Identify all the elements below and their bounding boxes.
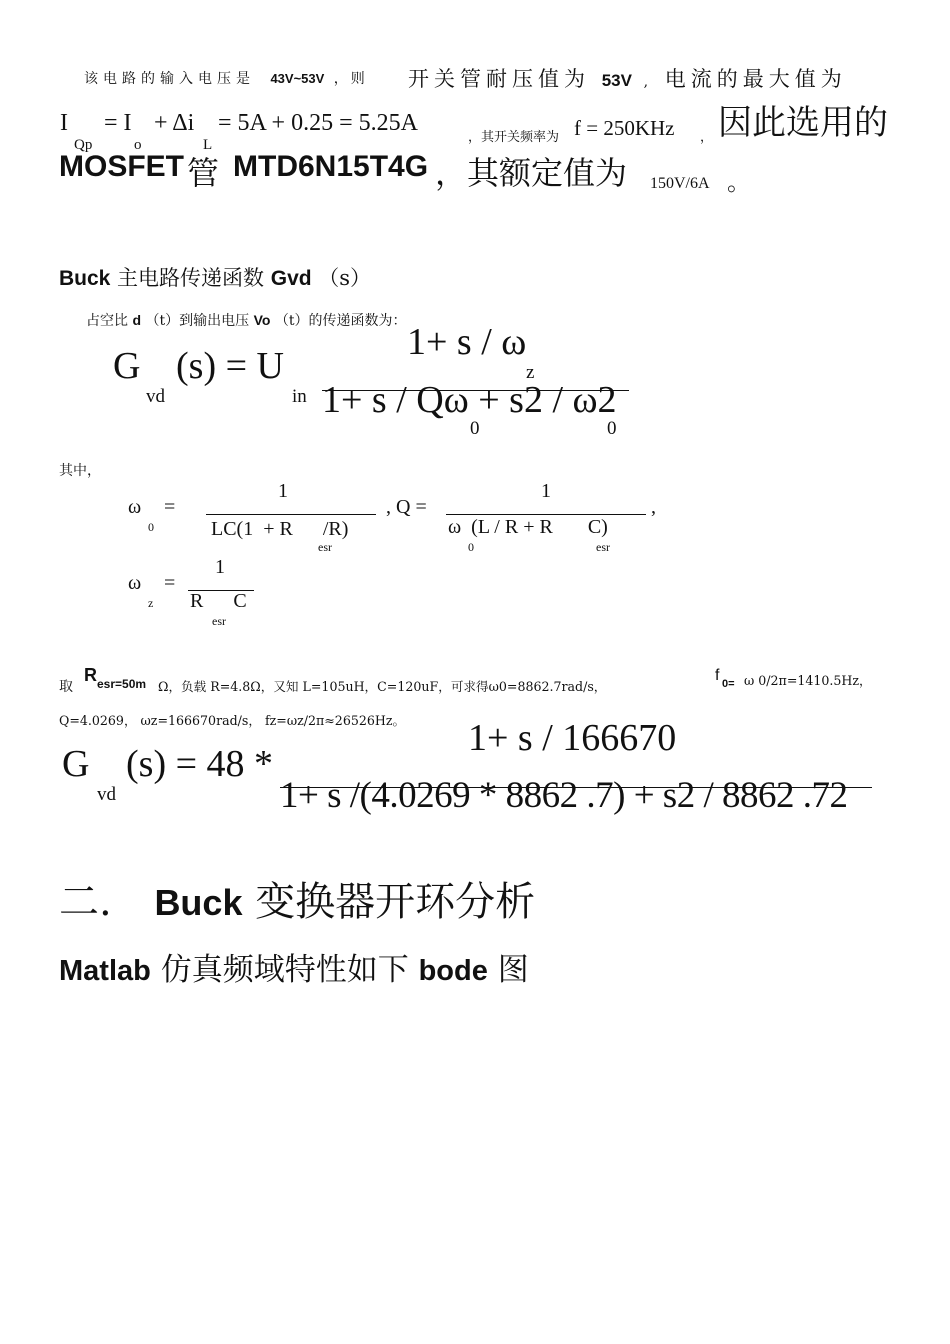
therefore-selected-text: 因此选用的 [718, 105, 888, 142]
switching-frequency: f = 250KHz [574, 116, 675, 140]
section-title: 主电路传递函数 [117, 266, 265, 290]
gvd-num-sub-z: z [526, 362, 535, 383]
omega0-fraction-bar [206, 514, 376, 515]
eq-Io: = I [104, 110, 132, 136]
f-symbol: f [715, 667, 720, 684]
part-number: MTD6N15T4G [233, 150, 429, 183]
s-label: （s） [318, 266, 372, 290]
omega0-sub: 0 [148, 520, 154, 534]
switch-voltage-value: 53V [601, 71, 632, 90]
gvd-label: Gvd [270, 267, 312, 290]
q-fraction-bar [446, 514, 646, 515]
freq-lead: ，其开关频率为 [468, 129, 560, 144]
comma: ， [700, 129, 714, 144]
heading2-buck: Buck [154, 882, 243, 923]
mosfet-rating: 150V/6A [650, 175, 710, 192]
R-symbol: R [84, 665, 97, 685]
heading3-bode: bode [418, 955, 488, 987]
heading3-tu: 图 [497, 952, 529, 988]
omega0-equals: = [164, 496, 176, 518]
omega0-denominator: LC(1 + R /R) [211, 518, 349, 540]
gvdn-mid: (s) = 48 * [126, 743, 274, 785]
q-den-sub-0: 0 [468, 540, 474, 554]
mosfet-label: MOSFET [59, 150, 184, 183]
eq-sub-o: o [134, 137, 142, 153]
intro-lead: 该电路的输入电压是 [84, 71, 255, 87]
gvd-den-sub-0a: 0 [470, 418, 480, 439]
omegaz-symbol: ω [128, 572, 142, 594]
gvd-sub-in: in [292, 386, 307, 407]
heading2-number: 二. [59, 879, 112, 925]
omega0-den-sub-esr: esr [318, 540, 332, 554]
transfer-description [86, 310, 407, 330]
gvd-numerator: 1+ s / ω [407, 321, 527, 363]
desc-d: d [132, 312, 142, 328]
intro-line [84, 68, 368, 88]
omega0-symbol: ω [128, 496, 142, 518]
params-line2: Q=4.0269， ωz=166670rad/s， fz=ωz/2π≈26526Hz。 [59, 713, 406, 728]
omegaz-numerator: 1 [215, 556, 225, 578]
switch-rating-line [408, 63, 847, 93]
q-lead: , Q = [386, 496, 427, 518]
gvdn-G: G [62, 743, 90, 785]
omegaz-den-sub-esr: esr [212, 614, 226, 628]
q-numerator: 1 [541, 480, 551, 502]
rated-text: ，其额定值为 [435, 154, 628, 192]
input-voltage-range: 43V~53V [270, 71, 325, 86]
eq-sub-Qp: Qp [74, 137, 93, 153]
period: 。 [727, 168, 751, 196]
desc-vo: Vo [253, 312, 271, 328]
desc-to-output: （t）到输出电压 [145, 313, 250, 329]
desc-duty: 占空比 [86, 313, 128, 329]
gvdn-numerator: 1+ s / 166670 [468, 717, 677, 759]
eq-rhs: = 5A + 0.25 = 5.25A [218, 110, 418, 136]
gvdn-sub-vd: vd [97, 784, 116, 805]
R-sub-esr: esr=50m [97, 677, 147, 691]
omega0-numerator: 1 [278, 480, 288, 502]
gvd-G: G [113, 345, 141, 387]
gvd-mid: (s) = U [176, 345, 284, 387]
omegaz-sub: z [148, 596, 154, 610]
omegaz-equals: = [164, 572, 176, 594]
gvd-denominator: 1+ s / Qω + s2 / ω2 [322, 379, 617, 421]
heading3-text: 仿真频域特性如下 [160, 952, 409, 988]
section-heading-transfer [59, 262, 371, 292]
section-heading-open-loop [59, 870, 535, 927]
trailing-comma: , [651, 496, 656, 518]
eq-sub-L: L [203, 137, 213, 153]
guan-text: 管 [187, 154, 220, 192]
gvd-sub-vd: vd [146, 386, 165, 407]
gvdn-denominator: 1+ s /(4.0269 * 8862 .7) + s2 / 8862 .72 [280, 775, 848, 816]
heading2-text: 变换器开环分析 [255, 879, 536, 925]
eq-I: I [60, 110, 68, 136]
params-line1-tail: ω 0/2π=1410.5Hz， [744, 673, 872, 688]
omegaz-denominator: R C [190, 590, 247, 612]
eq-delta-i: + Δi [154, 110, 195, 136]
matlab-bode-heading [59, 944, 529, 989]
gvd-den-sub-0b: 0 [607, 418, 617, 439]
heading3-matlab: Matlab [59, 955, 151, 987]
q-den-sub-esr: esr [596, 540, 610, 554]
then-text: ，则 [333, 71, 368, 87]
f-sub: 0= [722, 678, 735, 690]
params-line1: Ω，负载 R=4.8Ω，又知 L=105uH，C=120uF，可求得ω0=8862.7rad/s， [158, 679, 607, 694]
comma: , [643, 74, 654, 90]
take-text: 取 [59, 679, 73, 695]
q-denominator: ω (L / R + R C) [448, 516, 608, 538]
buck-label: Buck [59, 267, 111, 290]
desc-transfer: （t）的传递函数为： [274, 313, 407, 329]
max-current-text: 电流的最大值为 [664, 67, 847, 91]
switch-voltage-text: 开关管耐压值为 [408, 67, 590, 91]
where-text: 其中， [59, 463, 101, 479]
